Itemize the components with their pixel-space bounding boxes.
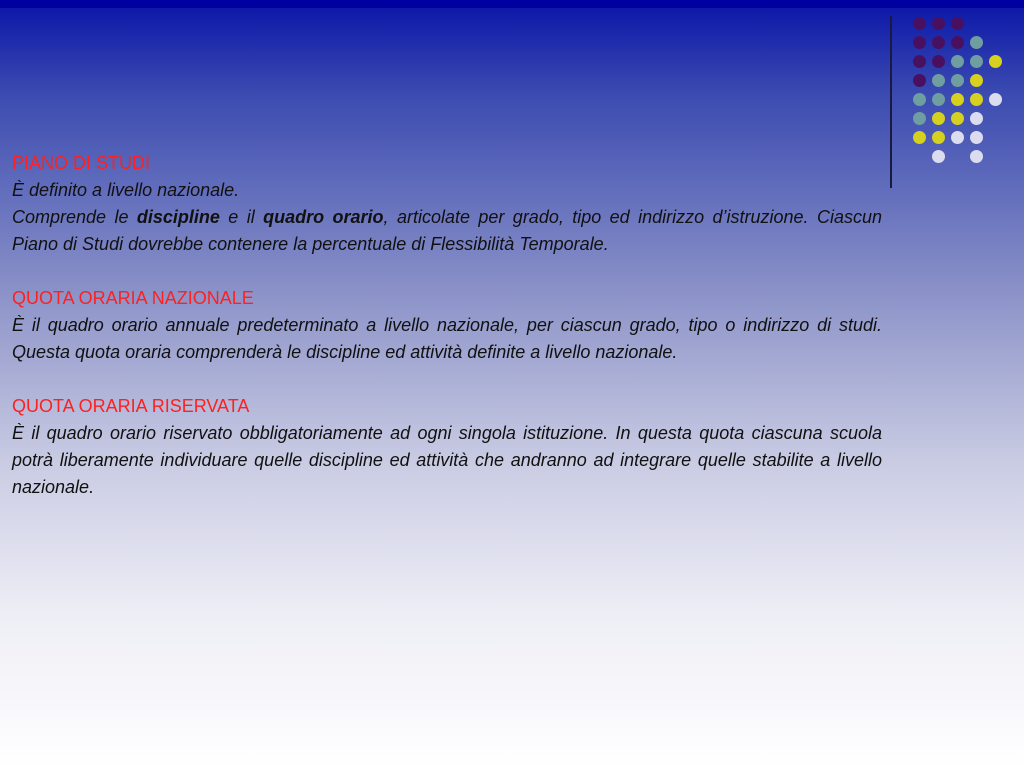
decorative-dot <box>932 55 945 68</box>
decorative-dot <box>932 17 945 30</box>
section-body <box>12 177 882 258</box>
decorative-dot <box>932 112 945 125</box>
section-body: È il quadro orario riservato obbligatoriamente ad ogni singola istituzione. In questa quota ciascuna scuola potrà liberamente individuare quelle discipline ed attività che andranno ad integrare quelle stabilite a livello nazionale. <box>12 423 882 497</box>
body-text-part: , articolate per grado, tipo ed indirizzo d’istruzione. Ciascun Piano di Studi dovrebbe contenere la percentuale di Flessibilità Temporale. <box>12 207 882 254</box>
decorative-dot <box>970 74 983 87</box>
decorative-dot <box>913 74 926 87</box>
top-border-line <box>0 0 1024 8</box>
decorative-dot <box>913 93 926 106</box>
decorative-dot <box>951 74 964 87</box>
decorative-dot <box>951 112 964 125</box>
decorative-dot <box>951 55 964 68</box>
decorative-dot <box>932 131 945 144</box>
decorative-dot <box>951 36 964 49</box>
decorative-dot <box>951 93 964 106</box>
decorative-dot <box>932 150 945 163</box>
decorative-dot <box>970 131 983 144</box>
bold-term-quadro-orario: quadro orario <box>263 207 384 227</box>
section-piano-di-studi <box>12 150 882 258</box>
section-heading: PIANO DI STUDI <box>12 153 151 173</box>
slide-content <box>12 150 882 528</box>
section-heading: QUOTA ORARIA RISERVATA <box>12 396 250 416</box>
decorative-dot <box>932 93 945 106</box>
decorative-dot <box>970 36 983 49</box>
decorative-dot <box>970 93 983 106</box>
section-heading: QUOTA ORARIA NAZIONALE <box>12 288 254 308</box>
definition-line: È definito a livello nazionale. <box>12 180 240 200</box>
decorative-dot <box>913 112 926 125</box>
decorative-dot <box>913 36 926 49</box>
decorative-dot <box>970 112 983 125</box>
section-quota-riservata <box>12 393 882 501</box>
decorative-dot <box>970 55 983 68</box>
vertical-divider <box>890 16 892 188</box>
decorative-dot <box>932 36 945 49</box>
decorative-dot <box>913 131 926 144</box>
decorative-dot <box>989 93 1002 106</box>
section-body: È il quadro orario annuale predeterminato a livello nazionale, per ciascun grado, tipo o indirizzo di studi. Questa quota oraria comprenderà le discipline ed attività definite a livello nazionale. <box>12 315 882 362</box>
bold-term-discipline: discipline <box>136 207 220 227</box>
decorative-dot <box>932 74 945 87</box>
decorative-dot <box>951 17 964 30</box>
decorative-dot <box>989 55 1002 68</box>
body-text-part: e il <box>219 207 264 227</box>
section-quota-nazionale <box>12 285 882 366</box>
decorative-dot <box>913 55 926 68</box>
decorative-dot <box>970 150 983 163</box>
decorative-dot <box>913 17 926 30</box>
body-text-part: Comprende le <box>12 207 137 227</box>
decorative-dot <box>951 131 964 144</box>
